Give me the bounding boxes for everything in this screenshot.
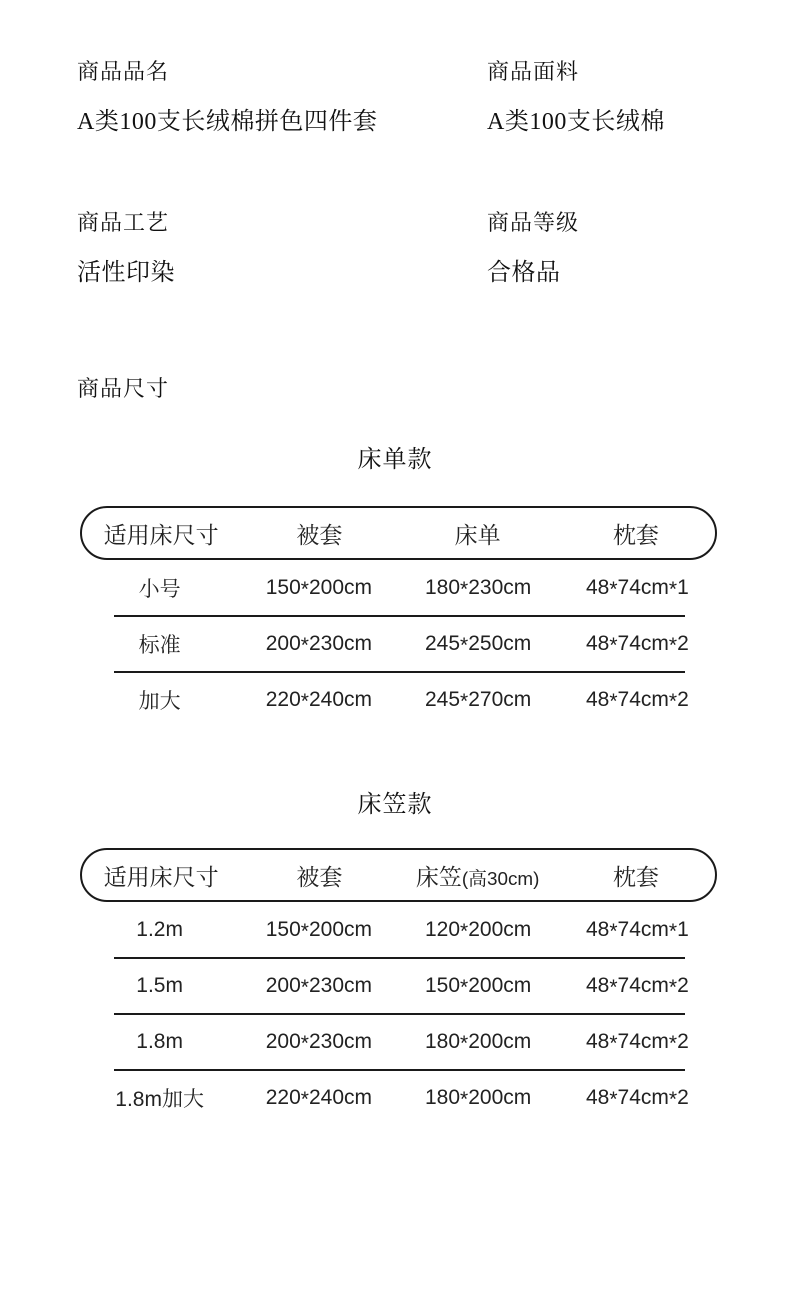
table-body <box>80 902 717 1126</box>
table-row <box>80 560 717 616</box>
table-row <box>80 616 717 672</box>
table-cell: 150*200cm <box>265 576 372 602</box>
table-cell: 48*74cm*2 <box>585 632 689 658</box>
info-label: 商品面料 <box>487 59 580 84</box>
table-cell: 180*230cm <box>424 576 532 602</box>
size-table <box>0 793 790 1126</box>
table-cell: 180*200cm <box>424 1030 532 1056</box>
table-cell: 1.8m <box>136 1030 183 1053</box>
table-cell: 180*200cm <box>424 1086 532 1112</box>
info-pair <box>487 212 790 285</box>
size-table <box>0 448 790 728</box>
column-header: 被套 <box>296 521 343 548</box>
table-cell: 200*230cm <box>265 974 372 1000</box>
column-header: 适用床尺寸 <box>103 863 219 890</box>
table-row <box>80 1070 717 1126</box>
info-value: 合格品 <box>487 260 561 286</box>
table-cell: 48*74cm*1 <box>585 918 689 944</box>
table-cell: 220*240cm <box>265 688 372 714</box>
size-tables-wrap <box>0 448 790 1126</box>
table-cell: 48*74cm*2 <box>585 688 689 714</box>
info-pair <box>77 212 487 285</box>
info-pair <box>487 61 790 134</box>
table-cell: 加大 <box>138 690 181 713</box>
column-header: 适用床尺寸 <box>103 521 219 548</box>
column-header: 枕套 <box>612 521 659 548</box>
table-caption: 床笠款 <box>357 792 433 818</box>
info-label: 商品等级 <box>487 210 580 235</box>
table-cell: 200*230cm <box>265 632 372 658</box>
table-header-row <box>80 848 717 902</box>
table-cell: 48*74cm*1 <box>585 576 689 602</box>
product-info-section <box>0 0 790 285</box>
table-cell: 1.2m <box>136 918 183 941</box>
table-header-row <box>80 506 717 560</box>
table-cell: 1.5m <box>136 974 183 997</box>
table-cell: 245*270cm <box>424 688 532 714</box>
info-pair <box>77 61 487 134</box>
table-cell: 120*200cm <box>424 918 532 944</box>
info-label: 商品品名 <box>77 59 170 84</box>
size-section-title: 商品尺寸 <box>77 376 170 401</box>
info-value: A类100支长绒棉拼色四件套 <box>77 109 378 135</box>
column-header: 枕套 <box>612 863 659 890</box>
column-header: 床笠(高30cm) <box>415 863 540 890</box>
table-row <box>80 902 717 958</box>
table-cell: 1.8m加大 <box>115 1088 204 1111</box>
table-cell: 48*74cm*2 <box>585 1086 689 1112</box>
table-cell: 48*74cm*2 <box>585 1030 689 1056</box>
info-value: 活性印染 <box>77 260 175 286</box>
table-cell: 小号 <box>138 578 181 601</box>
table-cell: 150*200cm <box>424 974 532 1000</box>
info-label: 商品工艺 <box>77 210 170 235</box>
table-cell: 48*74cm*2 <box>585 974 689 1000</box>
table-row <box>80 958 717 1014</box>
column-header: 被套 <box>296 863 343 890</box>
info-value: A类100支长绒棉 <box>487 109 665 135</box>
table-row <box>80 1014 717 1070</box>
table-cell: 标准 <box>138 634 181 657</box>
column-header: 床单 <box>454 521 501 548</box>
table-cell: 150*200cm <box>265 918 372 944</box>
table-body <box>80 560 717 728</box>
table-cell: 220*240cm <box>265 1086 372 1112</box>
table-caption: 床单款 <box>357 447 433 473</box>
table-cell: 200*230cm <box>265 1030 372 1056</box>
table-row <box>80 672 717 728</box>
table-cell: 245*250cm <box>424 632 532 658</box>
